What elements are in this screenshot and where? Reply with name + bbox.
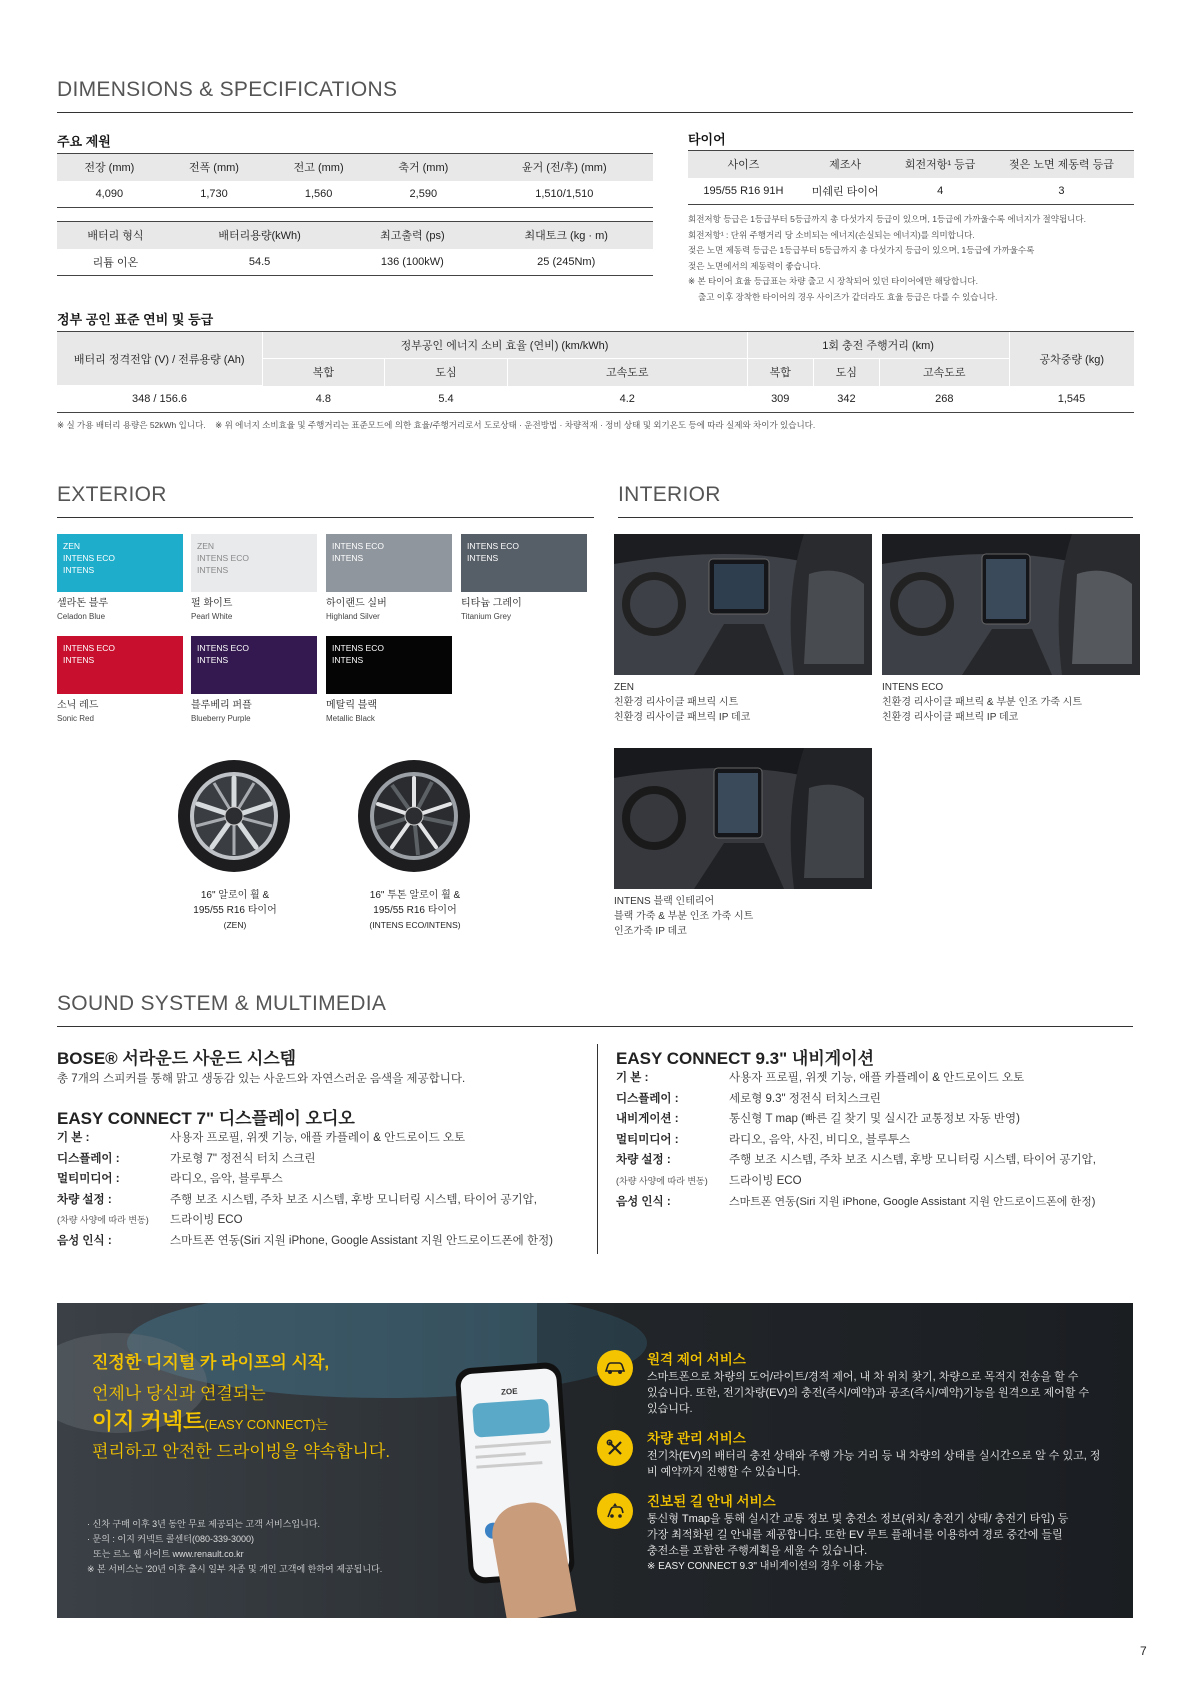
swatch-trim-label: INTENS ECO <box>332 541 384 551</box>
service-description-line: 있습니다. 또한, 전기차량(EV)의 충전(즉시/예약)과 공조(즉시/예약)기능을 원격으로 제어할 수 <box>647 1387 1090 1399</box>
table-header: 사이즈 <box>688 151 799 178</box>
table-cell: 348 / 156.6 <box>57 386 262 413</box>
interior-caption-line: 친환경 리사이클 패브릭 시트 <box>614 697 739 708</box>
main-specs-title: 주요 제원 <box>57 134 111 149</box>
service-description-line: 전기차(EV)의 배터리 충전 상태와 주행 가능 거리 등 내 차량의 상태를 실시간으로 알 수 있고, 정 <box>647 1450 1101 1462</box>
main-specs-table-2 <box>57 221 653 276</box>
color-name-en: Celadon Blue <box>57 612 106 621</box>
table-header: 정부공인 에너지 소비 효율 (연비) (km/kWh) <box>262 332 747 359</box>
interior-intens-black-image <box>614 748 872 889</box>
color-name-ko: 소닉 레드 <box>57 700 99 711</box>
phone-car-image <box>472 1399 550 1438</box>
tire-note: 회전저항 등급은 1등급부터 5등급까지 총 다섯가지 등급이 있으며, 1등급에 가까울수록 에너지가 절약됩니다. <box>688 214 1086 224</box>
banner-headline-1: 진정한 디지털 카 라이프의 시작, <box>92 1353 330 1372</box>
spec-row <box>57 1210 602 1231</box>
color-swatch <box>191 636 317 694</box>
table-cell: 3 <box>989 178 1134 205</box>
easy-connect-7-specs <box>57 1128 602 1252</box>
spec-value: 주행 보조 시스템, 주차 보조 시스템, 후방 모니터링 시스템, 타이어 공기압, <box>170 1193 537 1206</box>
spec-row <box>57 1190 602 1211</box>
wrench-icon <box>597 1430 633 1466</box>
banner-note: · 문의 : 이지 커넥트 콜센터(080-339-3000) <box>87 1534 254 1544</box>
section-divider <box>57 112 1133 113</box>
spec-row <box>616 1171 1136 1192</box>
color-name <box>191 597 232 623</box>
color-swatch <box>326 636 452 694</box>
table-subheader: 고속도로 <box>880 359 1009 386</box>
table-cell: 1,545 <box>1009 386 1134 413</box>
spec-row <box>616 1192 1136 1213</box>
section-title-exterior: EXTERIOR <box>57 483 167 506</box>
spec-value: 통신형 T map (빠른 길 찾기 및 실시간 교통정보 자동 반영) <box>729 1113 1020 1126</box>
table-header: 회전저항¹ 등급 <box>891 151 989 178</box>
interior-caption-line: 친환경 리사이클 패브릭 IP 데코 <box>614 712 751 723</box>
phone-line <box>476 1452 526 1458</box>
table-cell: 4,090 <box>57 181 162 208</box>
table-header: 제조사 <box>799 151 891 178</box>
spec-value: 사용자 프로필, 위젯 기능, 애플 카플레이 & 안드로이드 오토 <box>170 1132 466 1144</box>
interior-caption-line: 친환경 리사이클 패브릭 & 부분 인조 가죽 시트 <box>882 697 1082 708</box>
swatch-trim-label: INTENS ECO <box>332 643 384 653</box>
spec-label: 차량 설정 : <box>616 1154 671 1167</box>
navigation-icon <box>597 1493 633 1529</box>
spec-row <box>57 1128 602 1149</box>
easy-connect-banner <box>57 1303 1133 1618</box>
color-name <box>326 597 387 623</box>
table-cell: 1,510/1,510 <box>476 181 653 208</box>
service-description-line: ※ EASY CONNECT 9.3" 내비게이션의 경우 이용 가능 <box>647 1561 884 1572</box>
spec-row <box>57 1149 602 1170</box>
interior-caption-line: 친환경 리사이클 패브릭 IP 데코 <box>882 712 1019 723</box>
table-header: 전폭 (mm) <box>162 154 267 181</box>
table-subheader: 도심 <box>813 359 879 386</box>
table-cell: 1,730 <box>162 181 267 208</box>
swatch-trim-label: INTENS <box>332 553 364 563</box>
color-swatch <box>57 636 183 694</box>
spec-value: 드라이빙 ECO <box>729 1174 802 1187</box>
tire-note: 회전저항¹ : 단위 주행거리 당 소비되는 에너지(손실되는 에너지)를 의미합니다. <box>688 229 975 240</box>
bose-title: BOSE® 서라운드 사운드 시스템 <box>57 1049 297 1068</box>
table-cell: 268 <box>880 386 1009 413</box>
swatch-trim-label: INTENS ECO <box>197 553 249 563</box>
spec-value: 라디오, 음악, 사진, 비디오, 블루투스 <box>729 1133 911 1146</box>
wheel-caption-line: 16" 알로이 휠 & <box>200 890 270 901</box>
table-cell: 342 <box>813 386 879 413</box>
swatch-trim-label: INTENS <box>197 565 229 575</box>
swatch-trim-label: INTENS ECO <box>467 541 519 551</box>
table-cell: 25 (245Nm) <box>479 249 653 276</box>
wheel-caption <box>190 888 280 933</box>
spec-value: 사용자 프로필, 위젯 기능, 애플 카플레이 & 안드로이드 오토 <box>729 1072 1025 1084</box>
interior-intens-eco-image <box>882 534 1140 675</box>
efficiency-footnote: ※ 실 가용 배터리 용량은 52kWh 입니다. ※ 위 에너지 소비효율 및 주행거리는 표준모드에 의한 효율/주행거리로서 도로상태 · 운전방법 · 차량적재 · 정비 상태 및 외기온도 등에 따라 실제와 차이가 있습니다. <box>57 420 816 430</box>
spec-value: 가로형 7" 정전식 터치 스크린 <box>170 1152 316 1165</box>
color-name-en: Pearl White <box>191 612 233 621</box>
spec-row <box>616 1150 1136 1171</box>
color-swatch <box>57 534 183 592</box>
page-number: 7 <box>1140 1644 1147 1658</box>
color-name <box>57 699 98 725</box>
tire-notes <box>688 212 1134 305</box>
service-title: 원격 제어 서비스 <box>647 1352 746 1367</box>
color-name-ko: 펄 화이트 <box>191 598 233 609</box>
swatch-trim-label: INTENS ECO <box>63 643 115 653</box>
spec-value: 스마트폰 연동(Siri 지원 iPhone, Google Assistant 지원 안드로이드폰에 한정) <box>729 1195 1096 1208</box>
wheel-caption-line: 195/55 R16 타이어 <box>193 905 277 916</box>
banner-brand-en: (EASY CONNECT)는 <box>204 1417 328 1432</box>
wheel-caption-line: 16" 투톤 알로이 휠 & <box>369 890 461 901</box>
banner-note: 또는 르노 웹 사이트 www.renault.co.kr <box>93 1549 244 1559</box>
interior-caption <box>614 680 750 725</box>
table-subheader: 복합 <box>747 359 813 386</box>
tire-note: 젖은 노면에서의 제동력이 좋습니다. <box>688 260 821 271</box>
table-header: 1회 충전 주행거리 (km) <box>747 332 1009 359</box>
service-description <box>647 1511 1107 1575</box>
interior-caption-title: INTENS ECO <box>882 682 944 693</box>
color-name-ko: 셀라돈 블루 <box>57 598 109 609</box>
service-description-line: 충전소를 포함한 주행계획을 세울 수 있습니다. <box>647 1545 868 1557</box>
wheel-intens-image <box>356 758 472 874</box>
section-title-sound: SOUND SYSTEM & MULTIMEDIA <box>57 992 387 1015</box>
wheel-caption-line: (INTENS ECO/INTENS) <box>369 920 461 930</box>
easy-connect-93-title: EASY CONNECT 9.3" 내비게이션 <box>616 1049 875 1068</box>
banner-notes <box>87 1517 382 1577</box>
interior-caption-line: 블랙 가죽 & 부분 인조 가죽 시트 <box>614 911 754 922</box>
table-header: 최대토크 (kg · m) <box>479 222 653 249</box>
section-title-dimensions: DIMENSIONS & SPECIFICATIONS <box>57 78 398 101</box>
table-header: 배터리 정격전압 (V) / 전류용량 (Ah) <box>57 332 262 386</box>
table-cell: 4 <box>891 178 989 205</box>
banner-note: ※ 본 서비스는 '20년 이후 출시 일부 차종 및 개인 고객에 한하여 제공됩니다. <box>87 1564 383 1574</box>
color-name-en: Metallic Black <box>326 714 375 723</box>
easy-connect-7-title: EASY CONNECT 7" 디스플레이 오디오 <box>57 1109 355 1128</box>
efficiency-title: 정부 공인 표준 연비 및 등급 <box>57 312 214 327</box>
wheel-zen-image <box>176 758 292 874</box>
table-cell: 54.5 <box>174 249 345 276</box>
table-cell: 리튬 이온 <box>57 249 174 276</box>
section-title-interior: INTERIOR <box>618 483 721 506</box>
spec-label: 멀티미디어 : <box>57 1173 120 1186</box>
color-name-en: Titanium Grey <box>461 612 511 621</box>
spec-row <box>616 1109 1136 1130</box>
interior-zen-image <box>614 534 872 675</box>
table-header: 윤거 (전/후) (mm) <box>476 154 653 181</box>
spec-label: 기 본 : <box>616 1072 649 1084</box>
section-divider <box>57 517 594 518</box>
banner-brand: 이지 커넥트 <box>92 1409 205 1434</box>
service-title: 진보된 길 안내 서비스 <box>647 1494 776 1509</box>
interior-caption <box>614 894 753 939</box>
bose-description: 총 7개의 스피커를 통해 맑고 생동감 있는 사운드와 자연스러운 음색을 제공합니다. <box>57 1073 466 1085</box>
swatch-trim-label: INTENS <box>332 655 364 665</box>
spec-row <box>616 1130 1136 1151</box>
banner-headline-2: 언제나 당신과 연결되는 <box>92 1384 266 1403</box>
table-cell: 195/55 R16 91H <box>688 178 799 205</box>
swatch-trim-label: INTENS ECO <box>63 553 115 563</box>
color-name <box>326 699 377 725</box>
table-cell: 4.8 <box>262 386 385 413</box>
section-divider <box>57 1026 1133 1027</box>
color-name-en: Sonic Red <box>57 714 94 723</box>
color-name-ko: 블루베리 퍼플 <box>191 700 252 711</box>
interior-caption-title: INTENS 블랙 인테리어 <box>614 896 715 907</box>
table-cell: 1,560 <box>266 181 371 208</box>
color-name-ko: 하이랜드 실버 <box>326 598 387 609</box>
swatch-trim-label: ZEN <box>197 541 214 551</box>
color-name-en: Highland Silver <box>326 612 380 621</box>
spec-value: 주행 보조 시스템, 주차 보조 시스템, 후방 모니터링 시스템, 타이어 공기압, <box>729 1154 1096 1167</box>
swatch-trim-label: ZEN <box>63 541 80 551</box>
table-cell: 2,590 <box>371 181 476 208</box>
table-header: 축거 (mm) <box>371 154 476 181</box>
service-description <box>647 1448 1107 1480</box>
service-description-line: 비 예약까지 진행할 수 있습니다. <box>647 1466 801 1478</box>
spec-row <box>57 1231 602 1252</box>
service-description-line: 통신형 Tmap을 통해 실시간 교통 정보 및 충전소 정보(위치/ 충전기 상태/ 충전기 타입) 등 <box>647 1513 1069 1525</box>
phone-line <box>475 1440 551 1448</box>
spec-label: 음성 인식 : <box>57 1234 112 1247</box>
interior-caption-title: ZEN <box>614 682 634 693</box>
color-name-ko: 메탈릭 블랙 <box>326 700 378 711</box>
color-name-en: Blueberry Purple <box>191 714 251 723</box>
spec-row <box>57 1169 602 1190</box>
table-header: 전고 (mm) <box>266 154 371 181</box>
spec-label: 멀티미디어 : <box>616 1133 679 1146</box>
table-header: 배터리 형식 <box>57 222 174 249</box>
easy-connect-93-specs <box>616 1068 1136 1212</box>
interior-caption-line: 인조가죽 IP 데코 <box>614 926 687 937</box>
service-description-line: 가장 최적화된 길 안내를 제공합니다. 또한 EV 루트 플래너를 이용하여 경로 중간에 들릴 <box>647 1529 1063 1541</box>
swatch-trim-label: INTENS <box>63 565 95 575</box>
spec-label: 디스플레이 : <box>616 1092 679 1105</box>
spec-label: (차량 사양에 따라 변동) <box>616 1175 708 1186</box>
tire-note: 젖은 노면 제동력 등급은 1등급부터 5등급까지 총 다섯가지 등급이 있으며, 1등급에 가까울수록 <box>688 245 1035 255</box>
spec-label: 음성 인식 : <box>616 1195 671 1208</box>
table-cell: 136 (100kW) <box>345 249 479 276</box>
color-name <box>461 597 522 623</box>
spec-label: 디스플레이 : <box>57 1152 120 1165</box>
table-cell: 미쉐린 타이어 <box>799 178 891 205</box>
spec-row <box>616 1068 1136 1089</box>
tire-title: 타이어 <box>688 132 726 147</box>
table-subheader: 고속도로 <box>507 359 747 386</box>
tire-table <box>688 150 1134 205</box>
main-specs-table-1 <box>57 153 653 208</box>
swatch-trim-label: INTENS ECO <box>197 643 249 653</box>
service-title: 차량 관리 서비스 <box>647 1431 746 1446</box>
phone-line <box>476 1461 542 1469</box>
service-description-line: 스마트폰으로 차량의 도어/라이트/경적 제어, 내 차 위치 찾기, 차량으로 목적지 전송을 할 수 <box>647 1371 1079 1383</box>
efficiency-table <box>57 331 1134 413</box>
spec-label: (차량 사양에 따라 변동) <box>57 1215 149 1226</box>
phone-app-title: ZOE <box>500 1386 518 1397</box>
table-header: 배터리용량(kWh) <box>174 222 345 249</box>
wheel-caption-line: (ZEN) <box>223 920 247 930</box>
swatch-trim-label: INTENS <box>63 655 95 665</box>
color-name-ko: 티타늄 그레이 <box>461 598 522 609</box>
service-description <box>647 1369 1107 1417</box>
color-swatch <box>191 534 317 592</box>
spec-label: 내비게이션 : <box>616 1113 679 1126</box>
interior-caption <box>882 680 1082 725</box>
table-header: 공차중량 (kg) <box>1009 332 1134 386</box>
table-cell: 309 <box>747 386 813 413</box>
banner-headline-3 <box>92 1405 328 1436</box>
color-swatch <box>326 534 452 592</box>
car-icon <box>597 1350 633 1386</box>
color-name <box>191 699 252 725</box>
wheel-caption <box>354 888 476 933</box>
table-subheader: 복합 <box>262 359 385 386</box>
table-subheader: 도심 <box>385 359 508 386</box>
spec-value: 드라이빙 ECO <box>170 1214 243 1227</box>
spec-value: 라디오, 음악, 블루투스 <box>170 1173 283 1186</box>
table-cell: 5.4 <box>385 386 508 413</box>
tire-note: ※ 본 타이어 효율 등급표는 차량 출고 시 장착되어 있던 타이어에만 해당합니다. <box>688 276 979 286</box>
color-swatch <box>461 534 587 592</box>
table-header: 전장 (mm) <box>57 154 162 181</box>
tire-note: 출고 이후 장착한 타이어의 경우 사이즈가 같더라도 효율 등급은 다를 수 있습니다. <box>698 291 998 302</box>
color-name <box>57 597 108 623</box>
spec-value: 스마트폰 연동(Siri 지원 iPhone, Google Assistant 지원 안드로이드폰에 한정) <box>170 1234 554 1247</box>
wheel-caption-line: 195/55 R16 타이어 <box>373 905 457 916</box>
spec-label: 기 본 : <box>57 1132 90 1144</box>
table-cell: 4.2 <box>507 386 747 413</box>
banner-headline-4: 편리하고 안전한 드라이빙을 약속합니다. <box>92 1442 391 1461</box>
spec-label: 차량 설정 : <box>57 1193 112 1206</box>
swatch-trim-label: INTENS <box>197 655 229 665</box>
spec-row <box>616 1089 1136 1110</box>
banner-note: · 신차 구매 이후 3년 동안 무료 제공되는 고객 서비스입니다. <box>87 1519 320 1529</box>
swatch-trim-label: INTENS <box>467 553 499 563</box>
column-divider <box>597 1044 598 1254</box>
spec-value: 세로형 9.3" 정전식 터치스크린 <box>729 1092 881 1105</box>
section-divider <box>618 517 1133 518</box>
table-header: 젖은 노면 제동력 등급 <box>989 151 1134 178</box>
table-header: 최고출력 (ps) <box>345 222 479 249</box>
service-description-line: 있습니다. <box>647 1403 693 1415</box>
